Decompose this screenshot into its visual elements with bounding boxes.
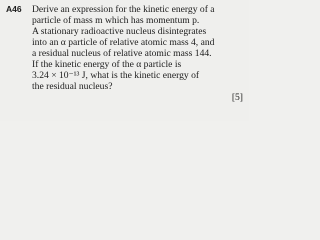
question-line: 3.24 × 10⁻¹³ J, what is the kinetic energy of xyxy=(32,70,200,81)
question-line: into an α particle of relative atomic mass 4, and xyxy=(32,37,215,48)
question-line: the residual nucleus? xyxy=(32,81,113,92)
marks-label: [5] xyxy=(231,92,243,103)
question-number: A46 xyxy=(6,4,22,14)
question-card xyxy=(0,0,249,121)
question-line: a residual nucleus of relative atomic mass 144. xyxy=(32,48,212,59)
question-line: Derive an expression for the kinetic energy of a xyxy=(32,4,215,15)
question-line: If the kinetic energy of the α particle is xyxy=(32,59,182,70)
question-line: A stationary radioactive nucleus disintegrates xyxy=(32,26,207,37)
question-line: particle of mass m which has momentum p. xyxy=(32,15,200,26)
